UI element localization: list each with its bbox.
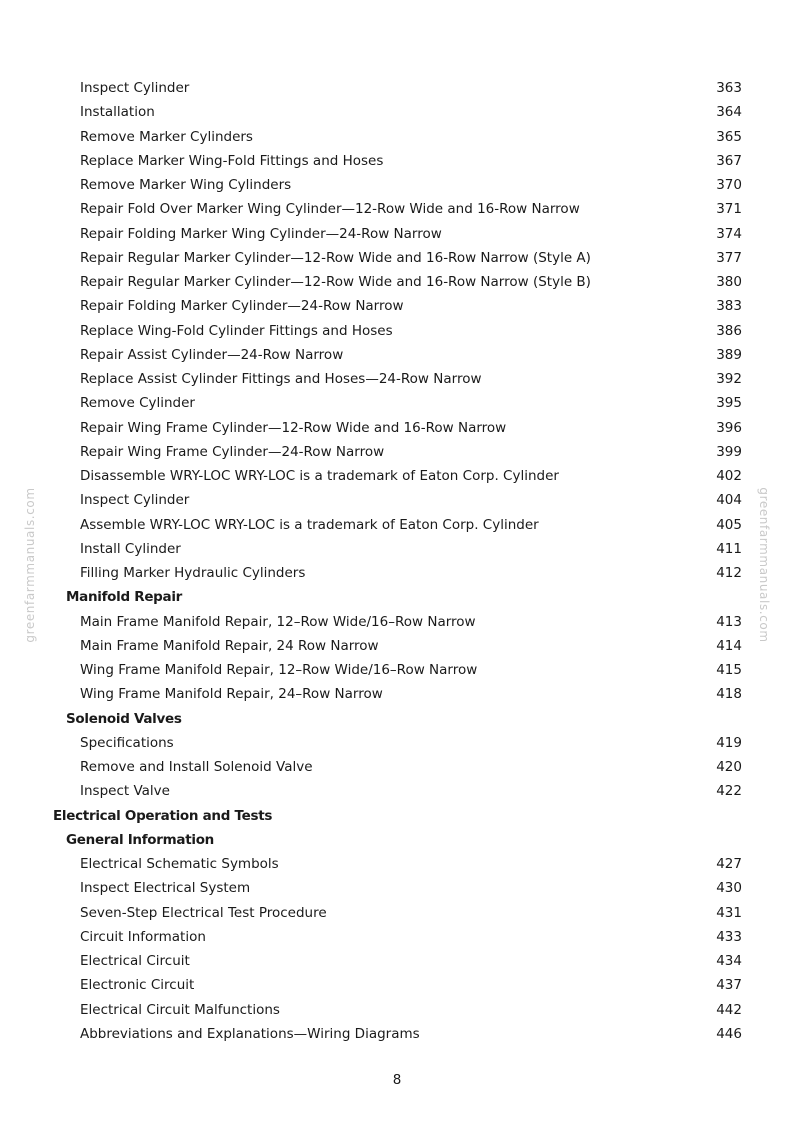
toc-entry[interactable] [0,488,794,512]
toc-entry-title: Main Frame Manifold Repair, 24 Row Narrow [80,637,379,654]
toc-entry[interactable] [0,173,794,197]
toc-entry[interactable] [0,755,794,779]
toc-entry-page: 404 [716,492,742,509]
toc-entry-page: 396 [716,419,742,436]
toc-entry[interactable] [0,925,794,949]
toc-entry-page: 442 [716,1001,742,1018]
toc-entry[interactable] [0,149,794,173]
toc-entry-page: 446 [716,1025,742,1042]
toc-entry[interactable] [0,294,794,318]
toc-entry[interactable] [0,222,794,246]
toc-heading [0,804,794,828]
toc-entry-title: Wing Frame Manifold Repair, 24–Row Narrow [80,686,383,703]
toc-entry-title: Repair Folding Marker Wing Cylinder—24-Row Narrow [80,225,442,242]
toc-entry-title: Abbreviations and Explanations—Wiring Diagrams [80,1025,420,1042]
toc-entry-page: 434 [716,953,742,970]
toc-entry-title: Repair Regular Marker Cylinder—12-Row Wide and 16-Row Narrow (Style B) [80,274,591,291]
toc-entry[interactable] [0,440,794,464]
toc-entry-title: Inspect Cylinder [80,80,190,97]
toc-entry[interactable] [0,416,794,440]
toc-entry[interactable] [0,391,794,415]
toc-entry-title: Replace Wing-Fold Cylinder Fittings and Hoses [80,322,393,339]
toc-heading [0,585,794,609]
toc-entry-page: 392 [716,371,742,388]
toc-entry[interactable] [0,343,794,367]
toc-entry-title: Replace Assist Cylinder Fittings and Hoses—24-Row Narrow [80,371,482,388]
toc-entry-page: 433 [716,928,742,945]
toc-entry-page: 386 [716,322,742,339]
toc-entry[interactable] [0,731,794,755]
toc-entry-page: 374 [716,225,742,242]
toc-entry[interactable] [0,319,794,343]
toc-entry-page: 364 [716,104,742,121]
toc-entry[interactable] [0,1022,794,1046]
toc-entry[interactable] [0,537,794,561]
toc-entry-page: 437 [716,977,742,994]
toc-entry-page: 431 [716,904,742,921]
toc-entry-page: 395 [716,395,742,412]
toc-entry[interactable] [0,76,794,100]
toc-heading [0,828,794,852]
toc-entry-page: 420 [716,759,742,776]
toc-entry-title: Disassemble WRY-LOC WRY-LOC is a trademark of Eaton Corp. Cylinder [80,468,559,485]
toc-entry-page: 389 [716,346,742,363]
toc-entry[interactable] [0,901,794,925]
watermark-right: greenfarmmanuals.com [757,487,771,643]
toc-entry-title: Electrical Operation and Tests [53,807,273,824]
toc-entry-title: Repair Wing Frame Cylinder—12-Row Wide and 16-Row Narrow [80,419,507,436]
toc-entry[interactable] [0,973,794,997]
toc-entry-page: 413 [716,613,742,630]
toc-entry[interactable] [0,513,794,537]
toc-entry[interactable] [0,561,794,585]
toc-entry[interactable] [0,246,794,270]
toc-entry[interactable] [0,125,794,149]
toc-entry-title: Manifold Repair [66,589,183,606]
toc-entry-title: Assemble WRY-LOC WRY-LOC is a trademark of Eaton Corp. Cylinder [80,516,539,533]
watermark-left: greenfarmmanuals.com [23,487,37,643]
toc-entry-title: Remove Cylinder [80,395,195,412]
toc-entry-page: 363 [716,80,742,97]
toc-entry-page: 415 [716,662,742,679]
toc-entry-title: Electrical Circuit Malfunctions [80,1001,280,1018]
toc-entry-title: Electrical Circuit [80,953,190,970]
toc-entry[interactable] [0,100,794,124]
toc-entry-page: 399 [716,443,742,460]
toc-entry-page: 367 [716,152,742,169]
toc-entry[interactable] [0,949,794,973]
toc-entry[interactable] [0,197,794,221]
toc-entry-title: Specifications [80,734,174,751]
toc-entry-title: Replace Marker Wing-Fold Fittings and Hoses [80,152,384,169]
toc-entry-title: Remove and Install Solenoid Valve [80,759,313,776]
toc-entry-title: Repair Wing Frame Cylinder—24-Row Narrow [80,443,385,460]
toc-entry-title: Repair Folding Marker Cylinder—24-Row Narrow [80,298,404,315]
toc-entry-title: Electronic Circuit [80,977,195,994]
toc-entry-page: 414 [716,637,742,654]
toc-entry-page: 383 [716,298,742,315]
toc-entry-page: 422 [716,783,742,800]
toc-entry-title: Seven-Step Electrical Test Procedure [80,904,327,921]
toc-entry[interactable] [0,682,794,706]
toc-entry-title: Wing Frame Manifold Repair, 12–Row Wide/16–Row Narrow [80,662,478,679]
toc-entry-page: 418 [716,686,742,703]
toc-entry[interactable] [0,634,794,658]
toc-entry-title: Inspect Cylinder [80,492,190,509]
toc-entry-page: 427 [716,856,742,873]
table-of-contents [0,76,794,1046]
toc-entry-title: Solenoid Valves [66,710,182,727]
toc-entry-page: 405 [716,516,742,533]
toc-entry-title: General Information [66,831,214,848]
toc-entry-title: Main Frame Manifold Repair, 12–Row Wide/16–Row Narrow [80,613,476,630]
toc-entry[interactable] [0,464,794,488]
toc-entry[interactable] [0,367,794,391]
toc-entry-title: Install Cylinder [80,540,181,557]
toc-entry-title: Installation [80,104,155,121]
toc-entry-title: Electrical Schematic Symbols [80,856,279,873]
toc-entry-title: Filling Marker Hydraulic Cylinders [80,565,306,582]
toc-entry-page: 412 [716,565,742,582]
toc-entry[interactable] [0,779,794,803]
toc-entry[interactable] [0,658,794,682]
toc-entry-title: Repair Assist Cylinder—24-Row Narrow [80,346,344,363]
toc-entry-page: 377 [716,249,742,266]
toc-entry-page: 370 [716,177,742,194]
toc-entry[interactable] [0,852,794,876]
toc-entry-title: Repair Regular Marker Cylinder—12-Row Wide and 16-Row Narrow (Style A) [80,249,591,266]
toc-entry-page: 411 [716,540,742,557]
toc-entry-title: Inspect Valve [80,783,170,800]
toc-entry[interactable] [0,270,794,294]
page-number: 8 [392,1072,402,1088]
toc-entry-title: Remove Marker Wing Cylinders [80,177,292,194]
toc-entry-title: Inspect Electrical System [80,880,251,897]
toc-entry-title: Remove Marker Cylinders [80,128,253,145]
toc-entry-page: 365 [716,128,742,145]
toc-entry-page: 430 [716,880,742,897]
toc-entry-page: 402 [716,468,742,485]
toc-entry[interactable] [0,610,794,634]
toc-heading [0,707,794,731]
toc-entry-title: Circuit Information [80,928,206,945]
toc-entry-page: 371 [716,201,742,218]
toc-entry-page: 419 [716,734,742,751]
toc-entry[interactable] [0,998,794,1022]
toc-entry-page: 380 [716,274,742,291]
toc-entry-title: Repair Fold Over Marker Wing Cylinder—12-Row Wide and 16-Row Narrow [80,201,580,218]
toc-entry[interactable] [0,876,794,900]
